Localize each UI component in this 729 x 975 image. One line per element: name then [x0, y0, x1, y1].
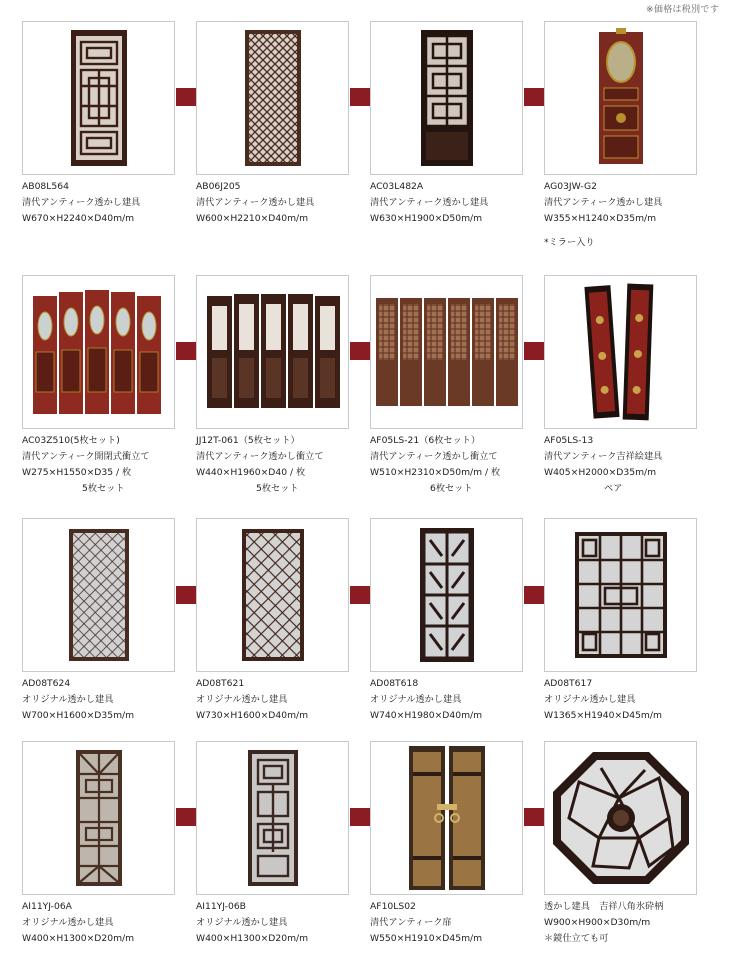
product-note: ＊鏡仕立ても可 [544, 933, 609, 944]
product-code: AD08T618 [370, 678, 419, 689]
product-code: AI11YJ-06B [196, 901, 246, 912]
product-image[interactable] [544, 21, 697, 175]
product-card[interactable] [544, 741, 697, 947]
product-set-note: ペア [604, 483, 623, 494]
product-name: 清代アンティーク透かし衝立て [370, 451, 498, 462]
product-size: W900×H900×D30m/m [544, 917, 651, 928]
product-code: AG03JW-G2 [544, 181, 597, 192]
product-image[interactable] [370, 275, 523, 429]
product-card[interactable] [22, 741, 175, 947]
product-size: W400×H1300×D20m/m [196, 933, 309, 944]
product-code: AF05LS-13 [544, 435, 594, 446]
product-size: W700×H1600×D35m/m [22, 710, 135, 721]
product-image[interactable] [196, 518, 349, 672]
row-connector [350, 586, 371, 604]
product-code: AD08T617 [544, 678, 593, 689]
product-size: W600×H2210×D40m/m [196, 213, 309, 224]
row-connector [176, 586, 197, 604]
product-code: AF10LS02 [370, 901, 416, 912]
product-card[interactable] [22, 518, 175, 724]
product-image[interactable] [544, 741, 697, 895]
product-name: 清代アンティーク開閉式衝立て [22, 451, 150, 462]
row-connector [350, 342, 371, 360]
product-card[interactable] [196, 21, 349, 227]
product-image[interactable] [196, 275, 349, 429]
product-size: W730×H1600×D40m/m [196, 710, 309, 721]
row-connector [524, 586, 545, 604]
product-card[interactable] [544, 275, 697, 497]
product-size: W670×H2240×D40m/m [22, 213, 135, 224]
product-code: AB08L564 [22, 181, 69, 192]
product-code: AF05LS-21（6枚セット） [370, 435, 481, 446]
product-card[interactable] [22, 21, 175, 227]
product-image[interactable] [196, 21, 349, 175]
product-image[interactable] [370, 518, 523, 672]
product-card[interactable] [196, 518, 349, 724]
product-size: W1365×H1940×D45m/m [544, 710, 662, 721]
product-size: W510×H2310×D50m/m / 枚 [370, 467, 501, 478]
row-connector [176, 88, 197, 106]
price-note: ※価格は税別です [646, 5, 719, 15]
row-connector [350, 88, 371, 106]
product-size: W550×H1910×D45m/m [370, 933, 483, 944]
row-connector [350, 808, 371, 826]
product-image[interactable] [22, 21, 175, 175]
product-card[interactable] [370, 518, 523, 724]
product-size: W275×H1550×D35 / 枚 [22, 467, 132, 478]
product-image[interactable] [196, 741, 349, 895]
product-image[interactable] [544, 275, 697, 429]
product-image[interactable] [370, 21, 523, 175]
product-code: AD08T621 [196, 678, 245, 689]
product-card[interactable] [22, 275, 175, 497]
product-set-note: 6枚セット [430, 483, 473, 494]
product-size: W400×H1300×D20m/m [22, 933, 135, 944]
product-image[interactable] [544, 518, 697, 672]
product-name: 清代アンティーク透かし建具 [22, 197, 141, 208]
product-code: AD08T624 [22, 678, 71, 689]
product-size: W740×H1980×D40m/m [370, 710, 483, 721]
product-name: 清代アンティーク扉 [370, 917, 452, 928]
row-connector [176, 342, 197, 360]
product-image[interactable] [22, 741, 175, 895]
product-card[interactable] [196, 741, 349, 947]
product-name: オリジナル透かし建具 [22, 917, 114, 928]
product-name: オリジナル透かし建具 [370, 694, 462, 705]
product-code: AI11YJ-06A [22, 901, 72, 912]
product-card[interactable] [544, 21, 697, 251]
row-connector [524, 342, 545, 360]
product-name: 透かし建具 吉祥八角氷砕柄 [544, 901, 664, 912]
product-image[interactable] [22, 275, 175, 429]
product-note: *ミラー入り [544, 237, 595, 248]
row-connector [524, 88, 545, 106]
product-size: W355×H1240×D35m/m [544, 213, 657, 224]
product-size: W630×H1900×D50m/m [370, 213, 483, 224]
row-connector [524, 808, 545, 826]
product-code: AC03L482A [370, 181, 424, 192]
product-name: 清代アンティーク透かし建具 [196, 197, 315, 208]
product-name: 清代アンティーク透かし建具 [370, 197, 489, 208]
product-image[interactable] [370, 741, 523, 895]
product-code: JJ12T-061（5枚セット） [196, 435, 300, 446]
product-card[interactable] [196, 275, 349, 497]
product-code: AC03Z510(5枚セット) [22, 435, 120, 446]
product-code: AB06J205 [196, 181, 241, 192]
row-connector [176, 808, 197, 826]
product-name: オリジナル透かし建具 [22, 694, 114, 705]
product-size: W440×H1960×D40 / 枚 [196, 467, 306, 478]
product-name: オリジナル透かし建具 [196, 694, 288, 705]
product-name: 清代アンティーク透かし衝立て [196, 451, 324, 462]
product-name: オリジナル透かし建具 [196, 917, 288, 928]
product-image[interactable] [22, 518, 175, 672]
product-card[interactable] [370, 275, 523, 497]
product-name: 清代アンティーク吉祥絵建具 [544, 451, 663, 462]
product-card[interactable] [370, 21, 523, 227]
product-card[interactable] [370, 741, 523, 947]
product-size: W405×H2000×D35m/m [544, 467, 657, 478]
product-card[interactable] [544, 518, 697, 724]
product-set-note: 5枚セット [82, 483, 125, 494]
product-name: 清代アンティーク透かし建具 [544, 197, 663, 208]
product-name: オリジナル透かし建具 [544, 694, 636, 705]
product-set-note: 5枚セット [256, 483, 299, 494]
